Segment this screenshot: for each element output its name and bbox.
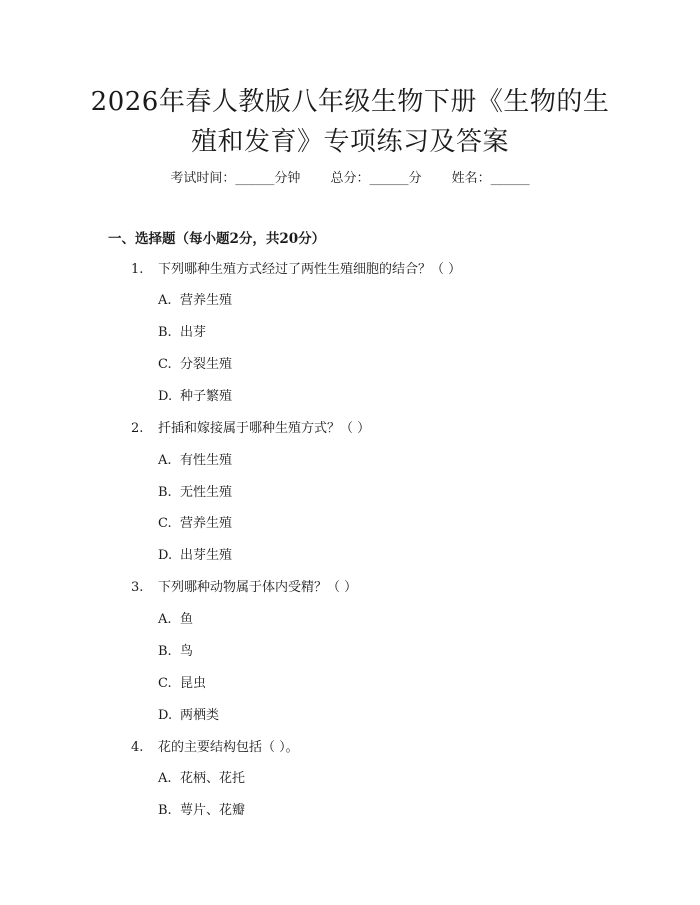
option-text: 营养生殖: [180, 516, 233, 531]
option-text: 花柄、花托: [180, 771, 246, 786]
question-number: 1.: [131, 262, 144, 277]
student-name-field: 姓名：______: [451, 171, 530, 186]
option-letter: C.: [158, 676, 172, 691]
option-text: 无性生殖: [180, 485, 233, 500]
question-3-option-a: [158, 610, 193, 630]
option-text: 出芽生殖: [180, 548, 233, 563]
question-number: 3.: [131, 580, 144, 595]
question-3-option-d: [158, 706, 219, 726]
question-3: [131, 578, 357, 598]
title-line-2: 殖和发育》专项练习及答案: [190, 127, 509, 157]
exam-time-field: 考试时间：______分钟: [170, 171, 301, 186]
question-number: 4.: [131, 740, 144, 755]
question-3-option-b: [158, 642, 193, 662]
question-number: 2.: [131, 421, 144, 436]
option-text: 营养生殖: [180, 293, 233, 308]
question-4-option-b: [158, 801, 245, 821]
question-2: [131, 419, 370, 439]
option-letter: B.: [158, 803, 172, 818]
option-letter: A.: [158, 612, 172, 627]
option-letter: A.: [158, 771, 172, 786]
question-4: [131, 738, 299, 758]
question-2-option-d: [158, 546, 232, 566]
question-text: 下列哪种动物属于体内受精？（ ）: [158, 580, 358, 595]
question-3-option-c: [158, 674, 206, 694]
question-text: 扦插和嫁接属于哪种生殖方式？（ ）: [158, 421, 371, 436]
total-score-field: 总分：______分: [330, 171, 422, 186]
option-letter: A.: [158, 293, 172, 308]
section-heading: 一、选择题（每小题2分，共20分）: [108, 231, 326, 247]
question-1-option-a: [158, 291, 232, 311]
option-text: 鸟: [180, 644, 194, 659]
option-letter: C.: [158, 516, 172, 531]
question-2-option-a: [158, 451, 232, 471]
option-letter: D.: [158, 548, 173, 563]
option-letter: D.: [158, 708, 173, 723]
question-text: 花的主要结构包括（ ）。: [158, 740, 299, 755]
document-title: [60, 82, 640, 162]
question-text: 下列哪种生殖方式经过了两性生殖细胞的结合？（ ）: [158, 262, 462, 277]
option-letter: A.: [158, 453, 172, 468]
option-letter: B.: [158, 644, 172, 659]
option-text: 种子繁殖: [180, 389, 233, 404]
option-text: 分裂生殖: [180, 357, 233, 372]
option-letter: C.: [158, 357, 172, 372]
option-text: 鱼: [180, 612, 194, 627]
title-line-1: 2026年春人教版八年级生物下册《生物的生: [90, 87, 610, 117]
option-text: 出芽: [180, 325, 207, 340]
question-1-option-b: [158, 323, 206, 343]
option-text: 两栖类: [180, 708, 220, 723]
option-text: 有性生殖: [180, 453, 233, 468]
question-1-option-d: [158, 387, 232, 407]
option-letter: B.: [158, 485, 172, 500]
option-letter: D.: [158, 389, 173, 404]
question-1-option-c: [158, 355, 232, 375]
question-4-option-a: [158, 769, 245, 789]
option-text: 昆虫: [180, 676, 207, 691]
question-1: [131, 260, 461, 280]
option-text: 萼片、花瓣: [180, 803, 246, 818]
option-letter: B.: [158, 325, 172, 340]
question-2-option-c: [158, 514, 232, 534]
exam-meta: [0, 169, 700, 189]
question-2-option-b: [158, 483, 232, 503]
